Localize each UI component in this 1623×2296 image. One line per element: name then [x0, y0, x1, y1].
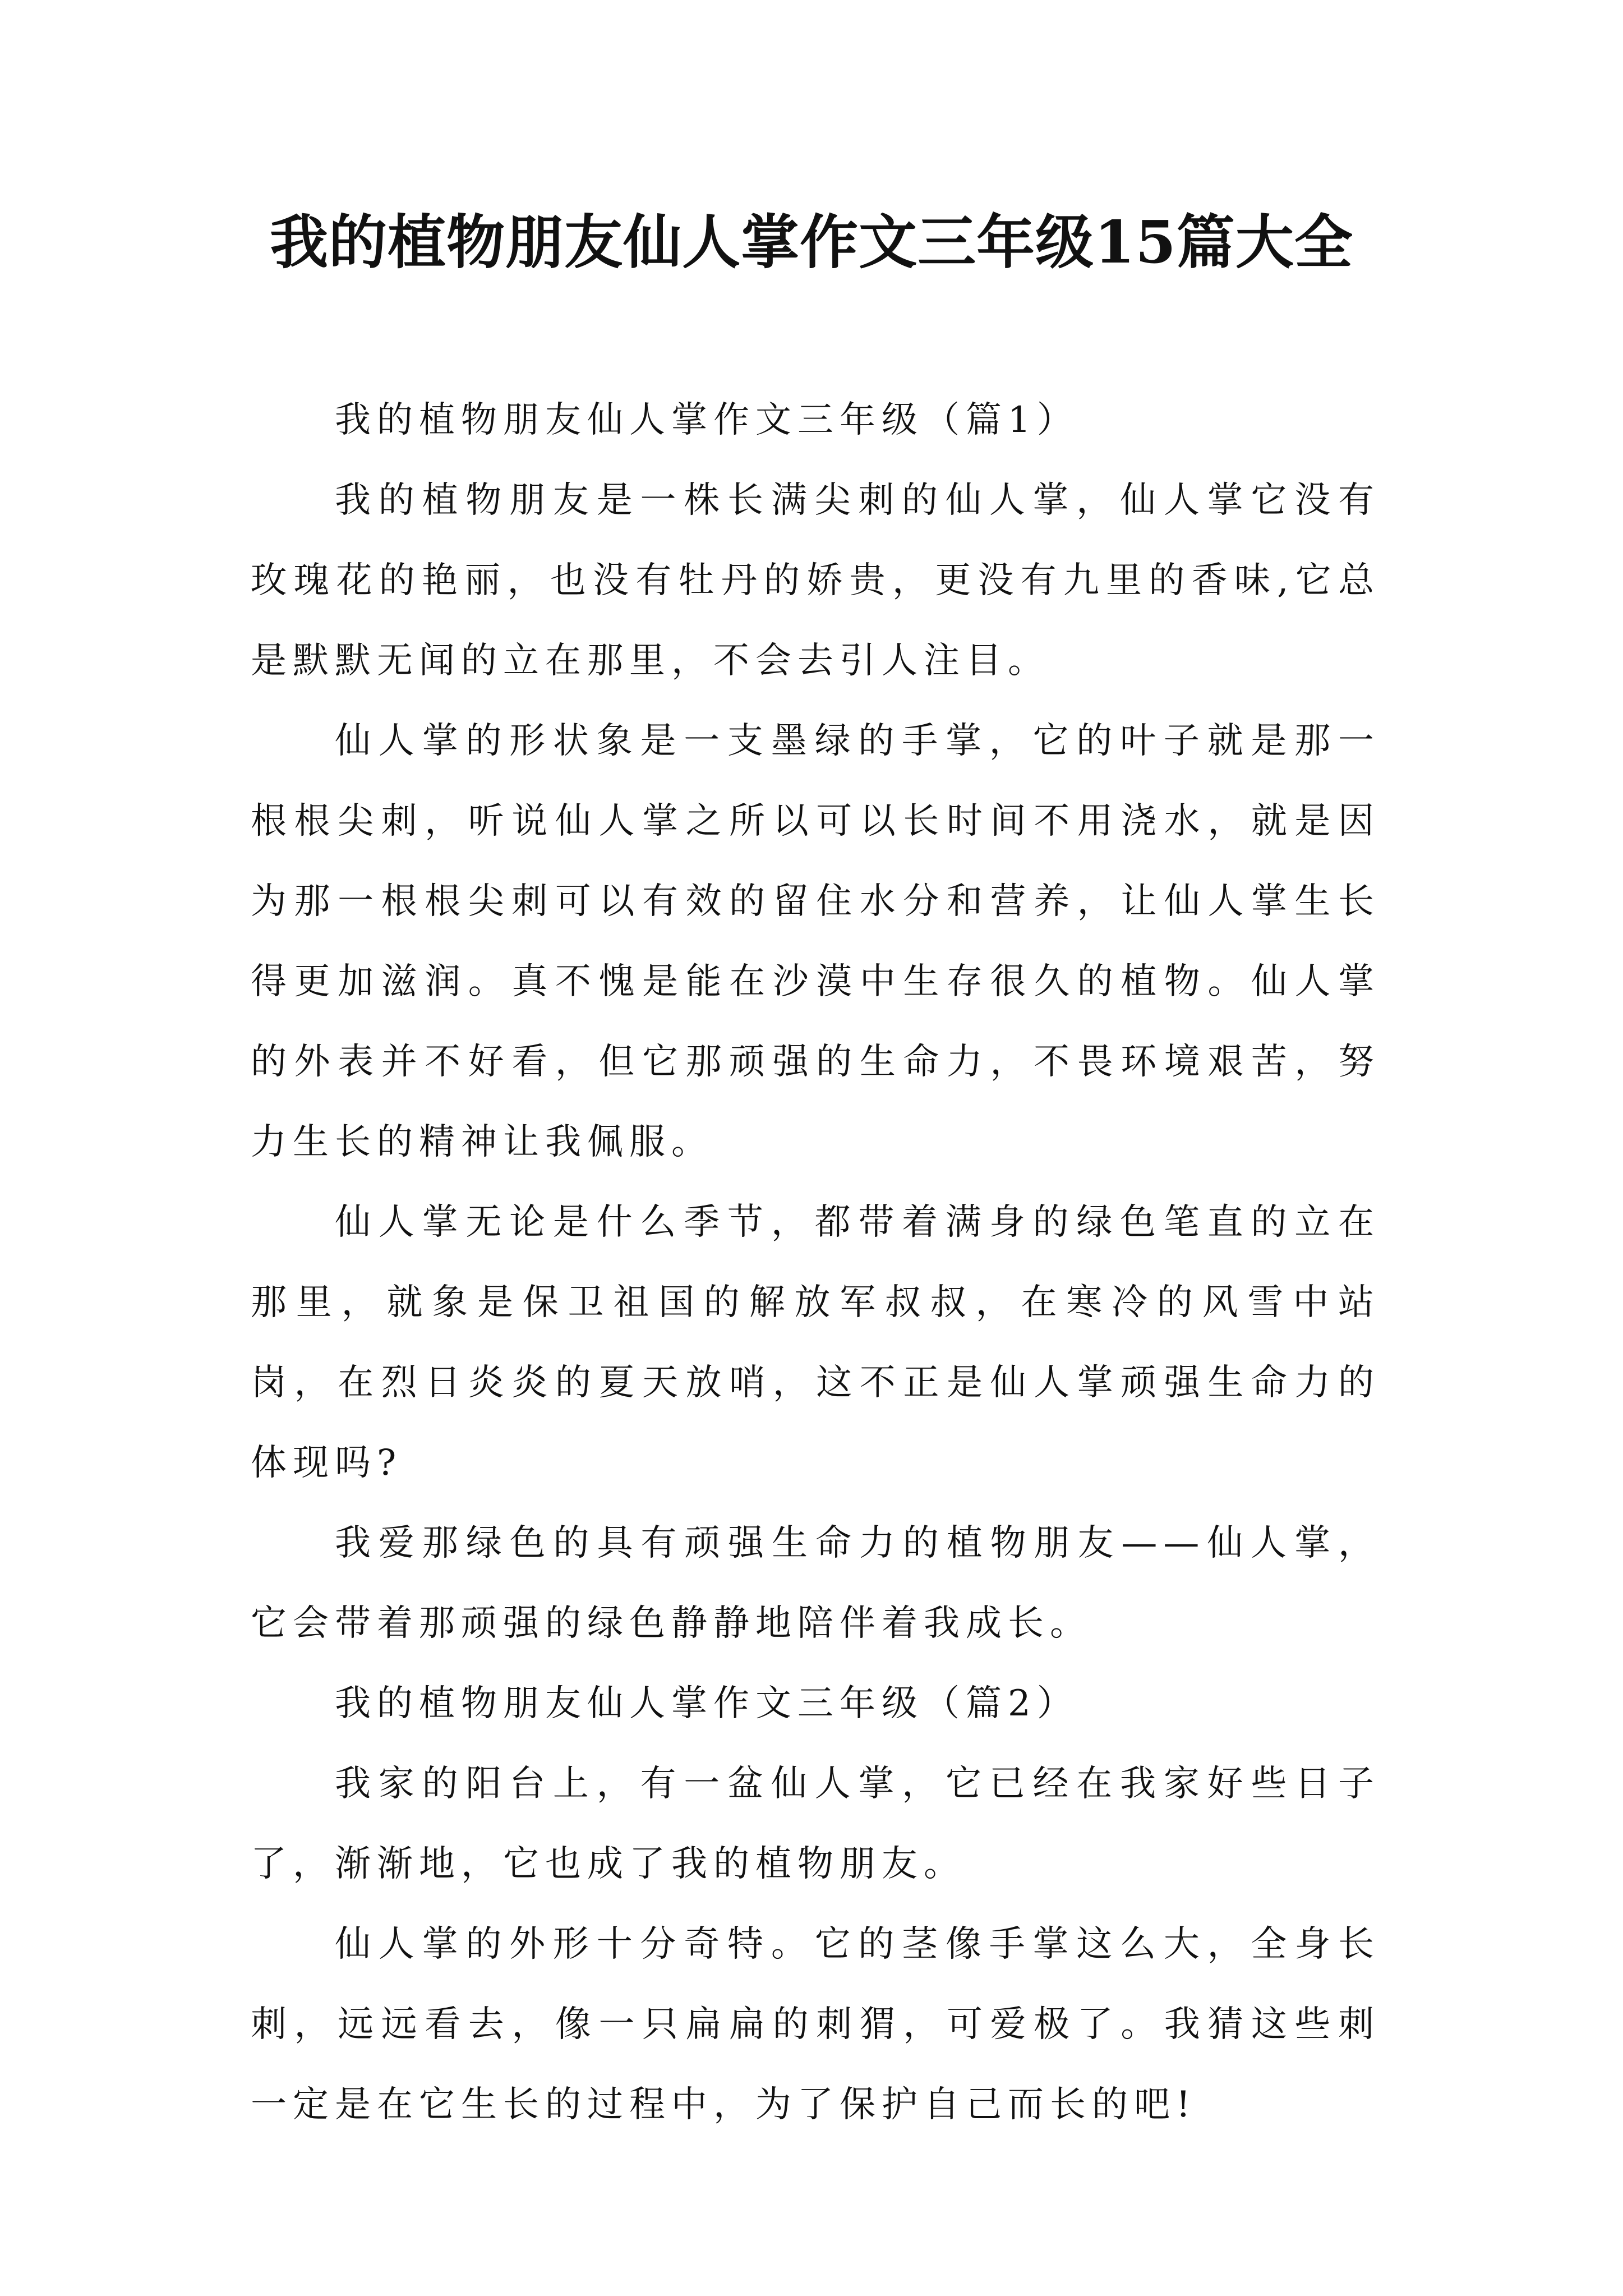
- document-body: [251, 380, 1380, 2145]
- paragraph: 我的植物朋友是一株长满尖刺的仙人掌，仙人掌它没有玫瑰花的艳丽，也没有牡丹的娇贵，更没有九里的香味,它总是默默无闻的立在那里，不会去引人注目。: [251, 480, 1380, 682]
- paragraph: 仙人掌的外形十分奇特。它的茎像手掌这么大，全身长刺，远远看去，像一只扁扁的刺猬，可爱极了。我猜这些刺一定是在它生长的过程中，为了保护自己而长的吧!: [251, 1924, 1380, 2125]
- paragraph: 我家的阳台上，有一盆仙人掌，它已经在我家好些日子了，渐渐地，它也成了我的植物朋友。: [251, 1763, 1380, 1885]
- paragraph: 仙人掌无论是什么季节，都带着满身的绿色笔直的立在那里，就象是保卫祖国的解放军叔叔，在寒冷的风雪中站岗，在烈日炎炎的夏天放哨，这不正是仙人掌顽强生命力的体现吗?: [251, 1202, 1380, 1484]
- section-heading-2: 我的植物朋友仙人掌作文三年级（篇2）: [335, 1683, 1079, 1724]
- paragraph: 我爱那绿色的具有顽强生命力的植物朋友——仙人掌，它会带着那顽强的绿色静静地陪伴着我成长。: [251, 1522, 1380, 1644]
- section-heading-1: 我的植物朋友仙人掌作文三年级（篇1）: [335, 399, 1079, 441]
- document-title: 我的植物朋友仙人掌作文三年级15篇大全: [270, 208, 1353, 277]
- paragraph: 仙人掌的形状象是一支墨绿的手掌，它的叶子就是那一根根尖刺，听说仙人掌之所以可以长时间不用浇水，就是因为那一根根尖刺可以有效的留住水分和营养，让仙人掌生长得更加滋润。真不愧是能在沙漠中生存很久的植物。仙人掌的外表并不好看，但它那顽强的生命力，不畏环境艰苦，努力生长的精神让我佩服。: [251, 720, 1380, 1163]
